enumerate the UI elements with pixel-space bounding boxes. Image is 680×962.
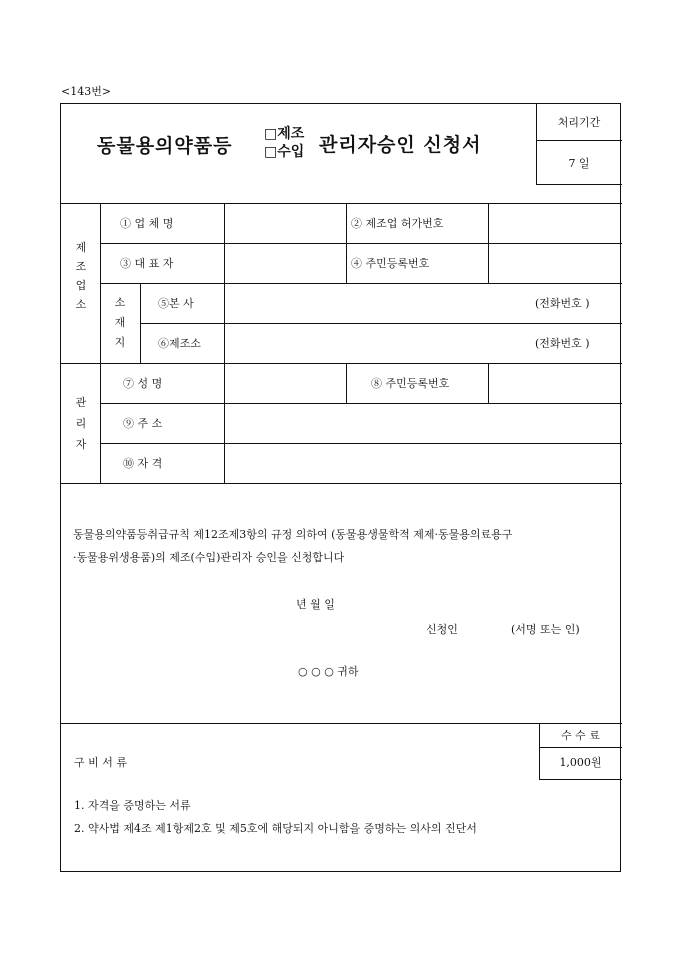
- option-manufacture[interactable]: □제조: [264, 126, 305, 142]
- head-office-label: ⑤본 사: [158, 297, 194, 310]
- section-label-manufacturer: 제조업소: [75, 241, 87, 311]
- divider: [224, 203, 225, 483]
- factory-label: ⑥제조소: [158, 337, 201, 350]
- divider: [100, 243, 622, 244]
- representative-label: ③ 대 표 자: [120, 257, 174, 270]
- option-import[interactable]: □수입: [264, 144, 305, 160]
- section-label-manager: 관리자: [75, 396, 87, 451]
- signature-label: (서명 또는 인): [511, 623, 580, 636]
- divider: [539, 747, 622, 748]
- statement-line-1: 동물용의약품등취급규칙 제12조제3항의 규정 의하여 (동물용생물학적 제제·동물용의료용구: [73, 528, 513, 541]
- manager-resident-number-label: ⑧ 주민등록번호: [371, 377, 450, 390]
- divider: [100, 283, 622, 284]
- application-date: 년 월 일: [296, 598, 335, 611]
- divider: [140, 323, 622, 324]
- fee-value: 1,000원: [559, 756, 602, 769]
- location-label: 소재지: [114, 296, 126, 349]
- divider: [100, 203, 101, 483]
- processing-row-divider: [536, 140, 622, 141]
- form-frame: [60, 103, 621, 872]
- divider: [100, 443, 622, 444]
- manager-name-label: ⑦ 성 명: [123, 377, 163, 390]
- recipient: ○ ○ ○ 귀하: [298, 665, 359, 678]
- divider: [488, 363, 489, 403]
- factory-phone: (전화번호 ): [535, 337, 590, 350]
- document-item: 2. 약사법 제4조 제1항제2호 및 제5호에 해당되지 아니함을 증명하는 의사의 진단서: [74, 822, 477, 835]
- processing-value: 7 일: [568, 157, 590, 170]
- divider: [346, 363, 347, 403]
- applicant-label: 신청인: [426, 623, 458, 636]
- title-right: 관리자승인 신청서: [319, 134, 482, 156]
- divider: [61, 363, 622, 364]
- company-name-label: ① 업 체 명: [120, 217, 174, 230]
- fee-label: 수 수 료: [561, 729, 600, 742]
- form-number: <143번>: [61, 85, 112, 98]
- divider: [539, 779, 622, 780]
- document-item: 1. 자격을 증명하는 서류: [74, 799, 191, 812]
- processing-box-bottom: [536, 184, 622, 185]
- divider: [100, 403, 622, 404]
- license-number-label: ② 제조업 허가번호: [351, 217, 444, 230]
- divider: [61, 203, 622, 204]
- processing-label: 처리기간: [557, 116, 601, 129]
- required-documents-label: 구 비 서 류: [74, 756, 127, 769]
- manager-qualification-label: ⑩ 자 격: [123, 457, 163, 470]
- divider: [61, 483, 622, 484]
- statement-line-2: ·동물용위생용품)의 제조(수입)관리자 승인을 신청합니다: [73, 551, 345, 564]
- head-office-phone: (전화번호 ): [535, 297, 590, 310]
- resident-number-label: ④ 주민등록번호: [351, 257, 430, 270]
- manager-address-label: ⑨ 주 소: [123, 417, 163, 430]
- divider: [61, 723, 622, 724]
- title-left: 동물용의약품등: [97, 135, 233, 157]
